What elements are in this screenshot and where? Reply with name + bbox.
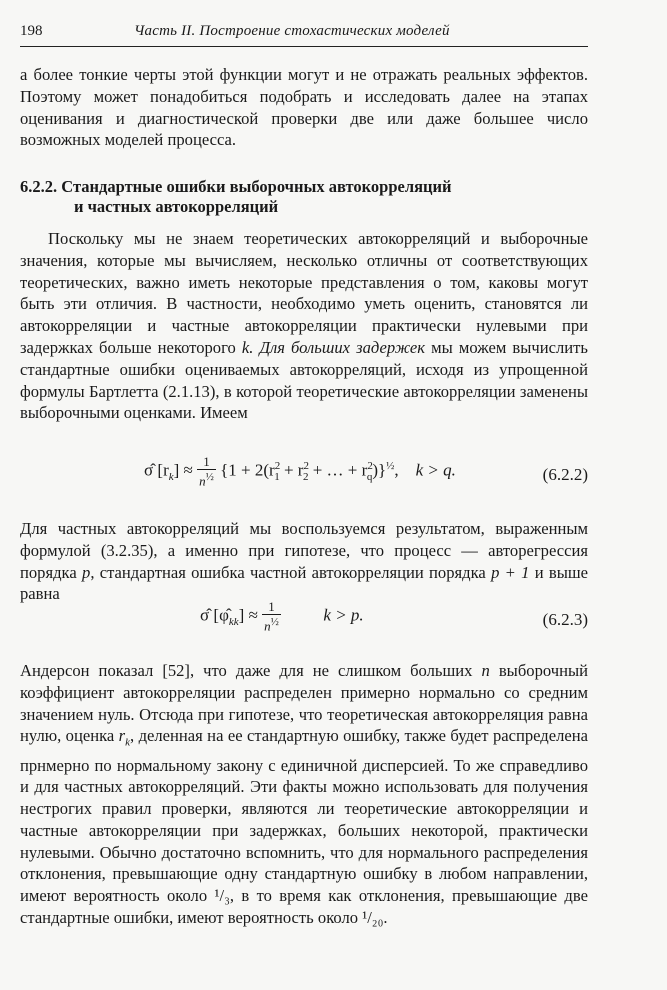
condition-k-gt-p: k > p.: [323, 605, 364, 625]
section-heading: [20, 177, 588, 217]
header-rule: [20, 46, 588, 47]
var-n: n: [481, 661, 490, 680]
page-number: 198: [20, 23, 43, 39]
main-text-italic: . Для больших задержек: [249, 337, 426, 357]
var-rk: r: [118, 726, 126, 746]
equation-number-6-2-3: (6.2.3): [542, 610, 588, 629]
equation-6-2-2: [20, 455, 588, 495]
equation-6-2-2-body: σ̂ $[r_k]$ ≈ $\frac{1}{n^{\frac{1}{2}}}$ {$1 + 2(r^2_1 + r^2_2$ + … + $r^2_q)\}^{\frac{1}{2}}$, k > q.: [144, 454, 456, 489]
fraction-one-twentieth: ¹/₂₀: [362, 908, 384, 928]
main-text-a: Поскольку мы не знаем теоретических автокорреляций и выборочные значения, которые мы вычисляем, несколько отличны от соответствующих теоретических, важно иметь некоторые представления о том, каковы могут быть эти отличия. В частности, необходимо уметь оценить, становятся ли автокорреляции и частные автокорреляции практически нулевыми при задержках больше некоторого: [20, 229, 588, 357]
equation-6-2-3-body: σ̂ $[\varphî_{kk}]$ ≈ $\frac{1}{n^{\frac{1}{2}}}$ k > p.: [200, 599, 364, 634]
section-title-line1: Стандартные ошибки выборочных автокорреляций: [61, 177, 452, 196]
equation-6-2-3: [20, 600, 588, 640]
main-paragraph: [20, 228, 588, 424]
condition-k-gt-q: k > q.: [415, 460, 456, 480]
section-number: 6.2.2.: [20, 177, 58, 196]
fraction-1-over-root-n: $\frac{1}{n^{\frac{1}{2}}}$: [199, 454, 214, 489]
running-title: Часть II. Построение стохастических моделей: [134, 23, 450, 39]
intro-paragraph: а более тонкие черты этой функции могут и не отражать реальных эффектов. Поэтому может понадобиться подобрать и исследовать далее на этапах оценивания и диагностической проверки две или даже большее число возможных моделей процесса.: [20, 65, 588, 150]
equation-number-6-2-2: (6.2.2): [542, 465, 588, 484]
section-title-line2: и частных автокорреляций: [74, 197, 279, 216]
anderson-paragraph: Андерсон показал [52], что даже для не слишком больших n выборочный коэффициент автокорреляции распределен примерно нормально со средним значением нуль. Отсюда при гипотезе, что теоретическая автокорреляция равна нулю, оценка $r_k$, деленная на ее стандартную ошибку, также будет распределена прнмерно по нормальному закону с единичной дисперсией. То же справедливо и для частных автокорреляций. Эти факты можно использовать для получения нестрогих правил проверки, являются ли теоретические автокорреляции и частные автокорреляции при задержках, больших некоторой, практически нулевыми. Обычно достаточно вспомнить, что для нормального распределения отклонения, превышающие одну стандартную ошибку в любом направлении, имеют вероятность около ¹/₃, в то время как отклонения, превышающие две стандартные ошибки, имеют вероятность около ¹/₂₀.: [20, 661, 588, 928]
fraction-1-over-root-n-2: $\frac{1}{n^{\frac{1}{2}}}$: [264, 599, 279, 634]
var-p: p: [82, 562, 91, 582]
partial-paragraph: Для частных автокорреляций мы воспользуемся результатом, выраженным формулой (3.2.35), а именно при гипотезе, что процесс — авторегрессия порядка p, стандартная ошибка частной автокорреляции порядка p + 1 и выше равна: [20, 519, 588, 604]
main-text-b: мы можем вычислить стандартные ошибки оцениваемых автокорреляций, исходя из упрощенной формулы Бартлетта (2.1.13), в которой теоретические автокорреляции заменены выборочными оценками. Имеем: [20, 337, 588, 423]
var-p-plus-1: p + 1: [491, 562, 530, 582]
var-k: k: [241, 337, 250, 357]
fraction-one-third: ¹/₃: [214, 886, 230, 906]
